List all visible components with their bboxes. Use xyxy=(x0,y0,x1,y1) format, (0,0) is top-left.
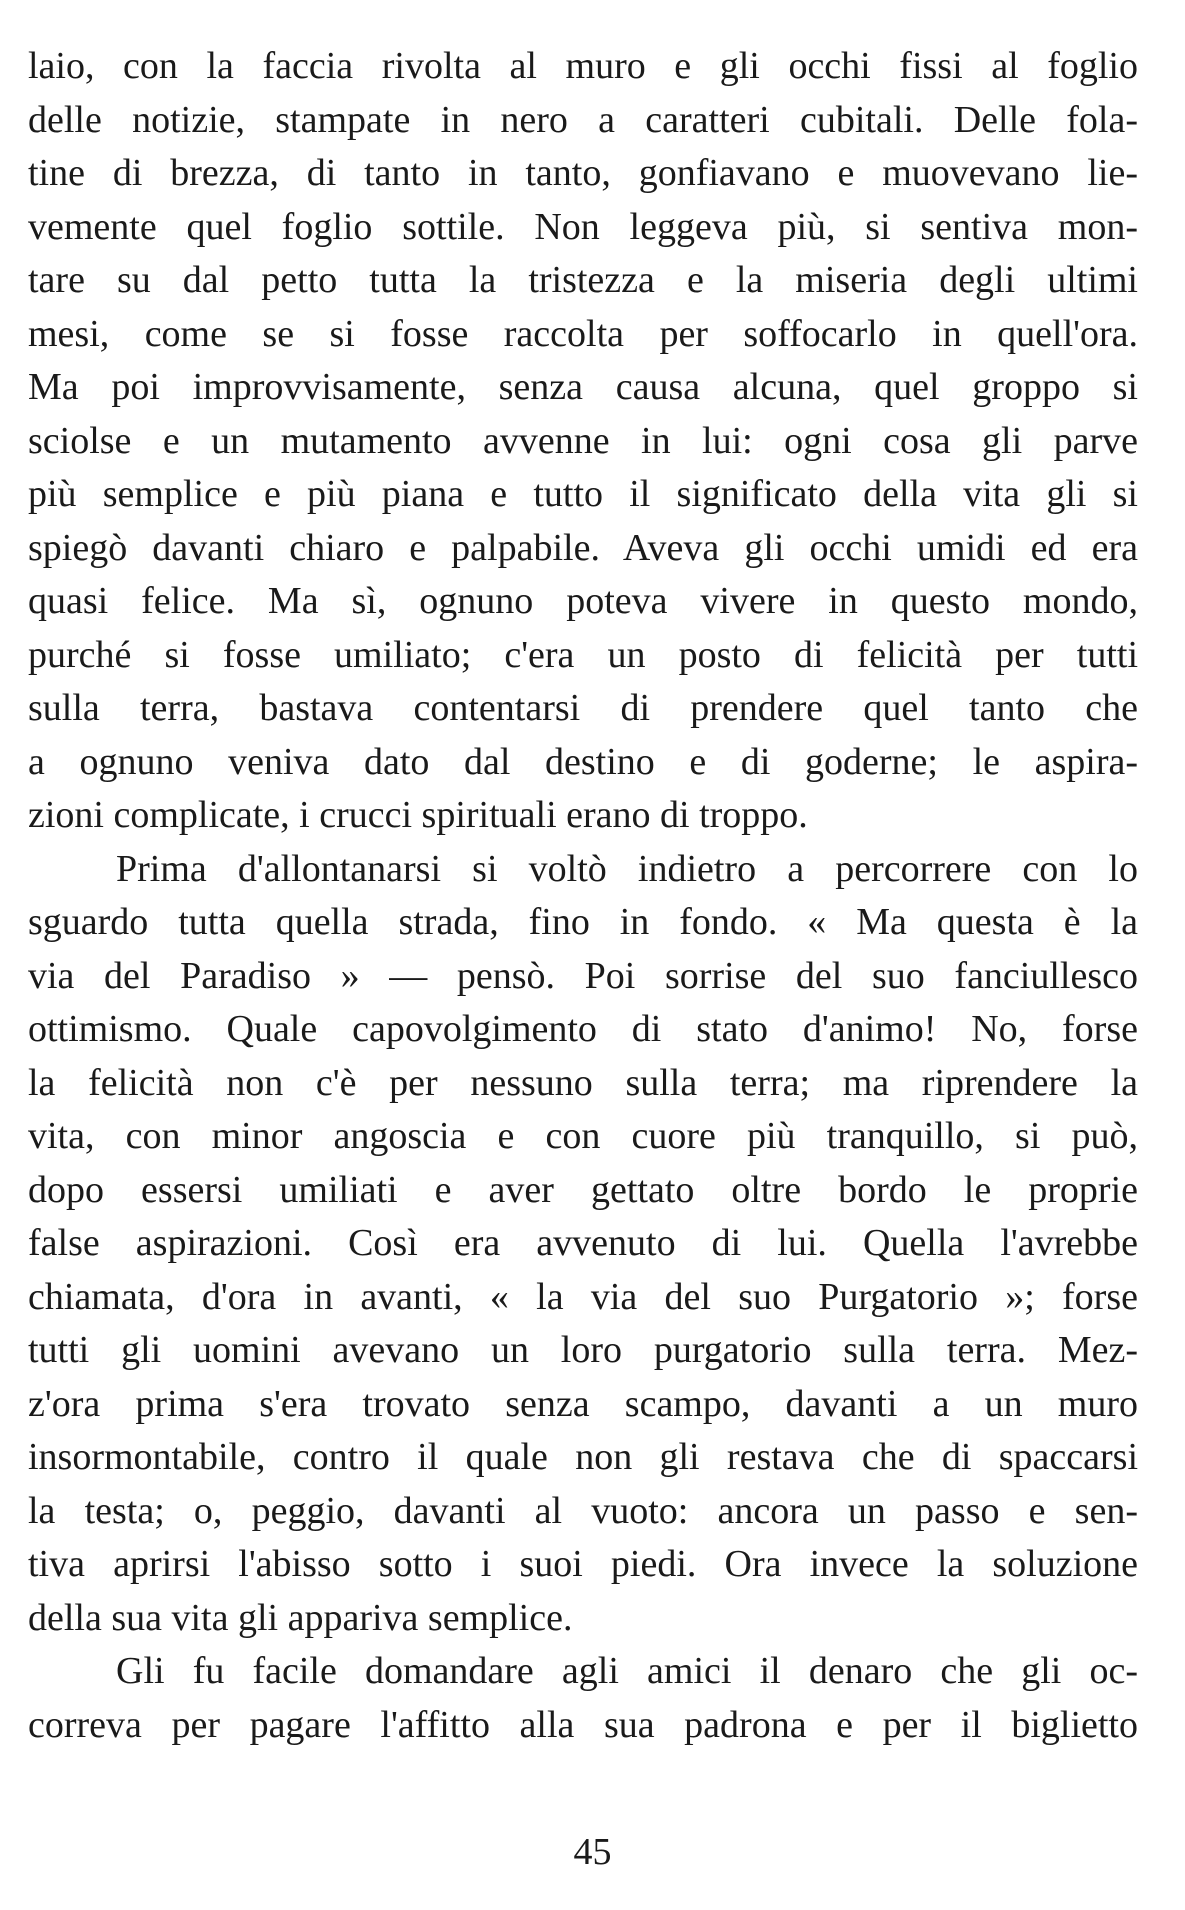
text-line: tine di brezza, di tanto in tanto, gonfiavano e muovevano lie- xyxy=(28,152,1138,194)
text-line: a ognuno veniva dato dal destino e di goderne; le aspira- xyxy=(28,740,1138,783)
text-line: Prima d'allontanarsi si voltò indietro a percorrere con lo xyxy=(116,847,1138,890)
text-line: tare su dal petto tutta la tristezza e la miseria degli ultimi xyxy=(28,259,1138,301)
page-number: 45 xyxy=(573,1831,612,1873)
text-line: tutti gli uomini avevano un loro purgatorio sulla terra. Mez- xyxy=(28,1329,1138,1371)
text-line: via del Paradiso » — pensò. Poi sorrise del suo fanciullesco xyxy=(28,954,1138,997)
text-line: laio, con la faccia rivolta al muro e gli occhi fissi al foglio xyxy=(28,45,1138,87)
paragraph-2 xyxy=(28,843,1138,1646)
text-line: spiegò davanti chiaro e palpabile. Aveva gli occhi umidi ed era xyxy=(28,526,1138,569)
text-line: purché si fosse umiliato; c'era un posto di felicità per tutti xyxy=(28,633,1138,676)
text-line: vemente quel foglio sottile. Non leggeva più, si sentiva mon- xyxy=(28,205,1138,248)
text-line: quasi felice. Ma sì, ognuno poteva vivere in questo mondo, xyxy=(28,580,1138,622)
text-line: ottimismo. Quale capovolgimento di stato d'animo! No, forse xyxy=(28,1008,1138,1050)
text-line: la felicità non c'è per nessuno sulla terra; ma riprendere la xyxy=(28,1061,1138,1104)
text-line: Gli fu facile domandare agli amici il denaro che gli oc- xyxy=(116,1650,1138,1692)
text-line: dopo essersi umiliati e aver gettato oltre bordo le proprie xyxy=(28,1168,1138,1211)
text-line: delle notizie, stampate in nero a caratteri cubitali. Delle fola- xyxy=(28,98,1138,141)
page-body xyxy=(28,40,1138,1752)
text-line: correva per pagare l'affitto alla sua padrona e per il biglietto xyxy=(28,1703,1138,1746)
text-line: più semplice e più piana e tutto il significato della vita gli si xyxy=(28,473,1138,515)
paragraph-1 xyxy=(28,40,1138,843)
text-line: chiamata, d'ora in avanti, « la via del suo Purgatorio »; forse xyxy=(28,1275,1138,1318)
text-line: false aspirazioni. Così era avvenuto di lui. Quella l'avrebbe xyxy=(28,1222,1138,1264)
text-line: z'ora prima s'era trovato senza scampo, davanti a un muro xyxy=(28,1382,1138,1425)
text-line: mesi, come se si fosse raccolta per soffocarlo in quell'ora. xyxy=(28,312,1138,355)
text-line: vita, con minor angoscia e con cuore più tranquillo, si può, xyxy=(28,1115,1138,1157)
text-line: tiva aprirsi l'abisso sotto i suoi piedi. Ora invece la soluzione xyxy=(28,1543,1138,1585)
text-line: sciolse e un mutamento avvenne in lui: ogni cosa gli parve xyxy=(28,419,1138,462)
text-line: sulla terra, bastava contentarsi di prendere quel tanto che xyxy=(28,687,1138,729)
text-line: Ma poi improvvisamente, senza causa alcuna, quel groppo si xyxy=(28,366,1138,408)
text-line: della sua vita gli appariva semplice. xyxy=(28,1596,573,1639)
text-line: zioni complicate, i crucci spirituali erano di troppo. xyxy=(28,794,808,836)
text-line: la testa; o, peggio, davanti al vuoto: ancora un passo e sen- xyxy=(28,1489,1138,1532)
text-line: sguardo tutta quella strada, fino in fondo. « Ma questa è la xyxy=(28,901,1138,943)
paragraph-3 xyxy=(28,1645,1138,1752)
text-line: insormontabile, contro il quale non gli restava che di spaccarsi xyxy=(28,1436,1138,1478)
